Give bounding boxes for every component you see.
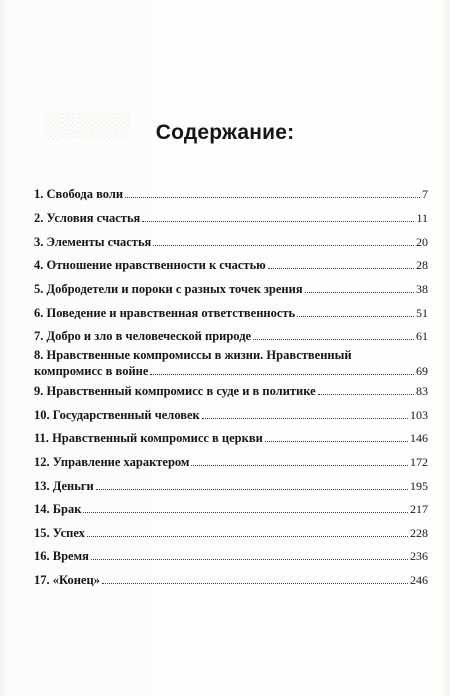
entry-page-number: 11 [416,211,428,225]
toc-entry [34,210,428,226]
entry-title: Добродетели и пороки с разных точек зрения [46,282,303,296]
dot-leader [268,268,414,269]
entry-title: «Конец» [52,573,100,587]
entry-title: Свобода воли [46,187,124,201]
entry-page-number: 83 [416,384,428,398]
toc-entry [34,525,428,541]
dot-leader [83,512,408,513]
entry-number: 2. [34,211,44,225]
entry-title: Поведение и нравственная ответственность [46,306,296,320]
dot-leader [102,583,408,584]
entry-page-number: 103 [410,408,428,422]
entry-page-number: 246 [410,573,428,587]
entry-page-number: 228 [410,526,428,540]
entry-number: 7. [34,329,44,343]
page-title: Содержание: [155,121,295,144]
entry-number: 10. [34,408,50,422]
dot-leader [150,374,414,375]
entry-page-number: 28 [416,258,428,272]
dot-leader [191,465,408,466]
toc-entry [34,383,428,399]
dot-leader [265,441,408,442]
entry-title: Добро и зло в человеческой природе [46,329,252,343]
entry-page-number: 236 [410,549,428,563]
toc-entry-multiline [34,347,428,379]
dot-leader [153,245,414,246]
toc-entry [34,548,428,564]
entry-number: 14. [34,502,50,516]
toc-entry [34,305,428,321]
entry-title: Государственный человек [52,408,200,422]
toc-entry [34,501,428,517]
dot-leader [96,489,408,490]
entry-title: Успех [52,526,85,540]
dot-leader [142,221,414,222]
toc-entry [34,454,428,470]
entry-number: 5. [34,282,44,296]
entry-page-number: 146 [410,431,428,445]
dot-leader [253,339,414,340]
entry-title: Нравственный компромисс в церкви [52,431,263,445]
entry-page-number: 20 [416,235,428,249]
entry-page-number: 7 [422,187,428,201]
dot-leader [318,394,414,395]
dot-leader [91,559,408,560]
entry-number: 6. [34,306,44,320]
entry-number: 12. [34,455,50,469]
entry-number: 13. [34,479,50,493]
entry-number: 9. [34,384,44,398]
entry-number: 16. [34,549,50,563]
toc-entry [34,234,428,250]
entry-title: компромисс в войне [34,364,149,378]
entry-page-number: 217 [410,502,428,516]
entry-number: 3. [34,235,44,249]
entry-number: 11. [34,431,49,445]
toc-entry [34,430,428,446]
toc-entry [34,478,428,494]
entry-title: Время [52,549,89,563]
entry-title: Деньги [52,479,94,493]
toc-entry [34,328,428,344]
show-through-texture: ░░░░░ [44,113,130,139]
dot-leader [202,418,408,419]
entry-page-number: 38 [416,282,428,296]
entry-number: 17. [34,573,50,587]
entry-title: Отношение нравственности к счастью [46,258,266,272]
dot-leader [305,292,414,293]
entry-title: Брак [52,502,82,516]
entry-page-number: 61 [416,329,428,343]
entry-number: 4. [34,258,44,272]
entry-number: 8. [34,348,44,362]
toc-entry [34,281,428,297]
toc-entry [34,572,428,588]
dot-leader [297,316,414,317]
entry-page-number: 172 [410,455,428,469]
toc-entry [34,186,428,202]
dot-leader [87,536,408,537]
dot-leader [125,197,420,198]
entry-number: 1. [34,187,44,201]
toc-entry [34,257,428,273]
entry-title: Условия счастья [46,211,141,225]
entry-number: 15. [34,526,50,540]
entry-title: Нравственный компромисс в суде и в политике [46,384,316,398]
entry-title-line1: Нравственные компромиссы в жизни. Нравственный [46,348,352,362]
entry-page-number: 195 [410,479,428,493]
entry-page-number: 51 [416,306,428,320]
entry-page-number: 69 [416,364,428,378]
entry-title: Элементы счастья [46,235,152,249]
toc-entry [34,407,428,423]
entry-title: Управление характером [52,455,190,469]
